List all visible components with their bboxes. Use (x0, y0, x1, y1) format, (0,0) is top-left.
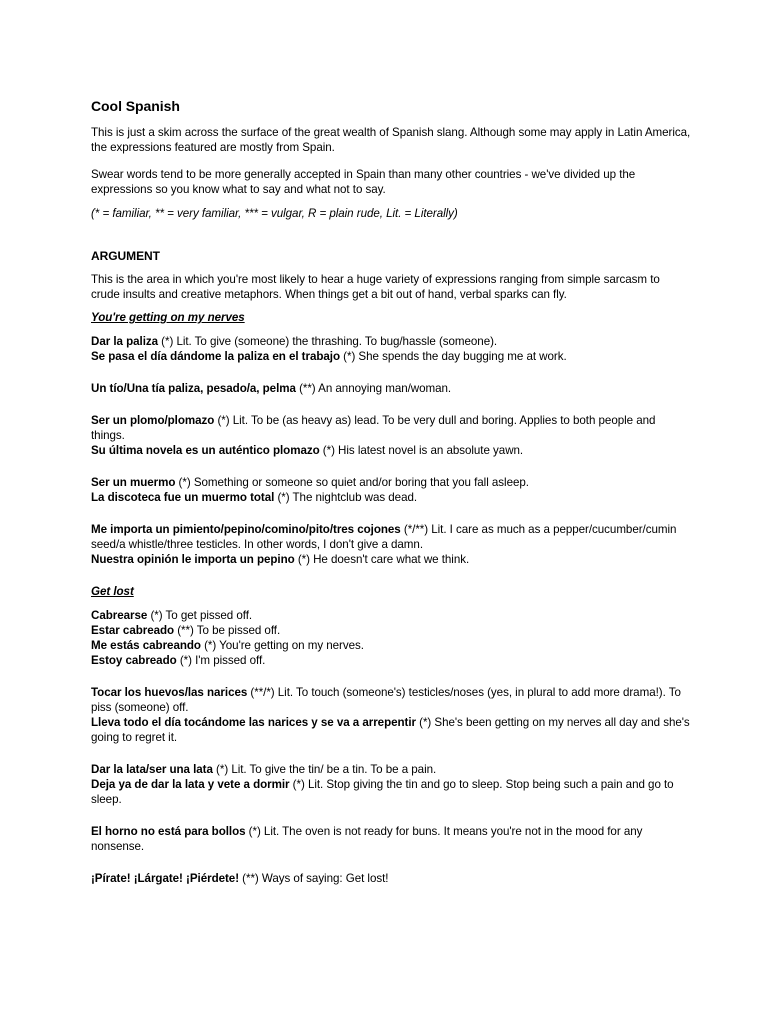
slang-term: Estoy cabreado (91, 654, 177, 667)
slang-term: Me estás cabreando (91, 639, 201, 652)
slang-definition: (*) To get pissed off. (147, 609, 253, 622)
entry-line (91, 522, 691, 552)
entry-line (91, 608, 691, 623)
slang-term: Cabrearse (91, 609, 148, 622)
entry-line (91, 552, 691, 567)
slang-term: Tocar los huevos/las narices (91, 686, 248, 699)
slang-definition: (*) The nightclub was dead. (274, 491, 418, 504)
slang-term: Lleva todo el día tocándome las narices y se va a arrepentir (91, 716, 416, 729)
slang-entry (91, 475, 691, 505)
entry-line (91, 443, 691, 458)
entry-line (91, 762, 691, 777)
slang-entry (91, 685, 691, 745)
slang-term: Su última novela es un auténtico plomazo (91, 444, 320, 457)
entry-line (91, 653, 691, 668)
slang-definition: (*) Lit. To give (someone) the thrashing. To bug/hassle (someone). (158, 335, 498, 348)
slang-term: Se pasa el día dándome la paliza en el trabajo (91, 350, 340, 363)
slang-term: ¡Pírate! ¡Lárgate! ¡Piérdete! (91, 872, 240, 885)
slang-definition: (*) You're getting on my nerves. (200, 639, 364, 652)
slang-definition: (*/**) Lit. I care as much as a pepper/cucumber/cumin seed/a whistle/three testicles. In other words, I don't give a damn. (91, 523, 677, 551)
entry-line (91, 685, 691, 715)
slang-entry (91, 334, 691, 364)
entry-line (91, 475, 691, 490)
subsections-container (91, 310, 691, 886)
slang-definition: (*) Lit. To give the tin/ be a tin. To be a pain. (212, 763, 437, 776)
document-title: Cool Spanish (91, 98, 180, 114)
slang-term: Estar cabreado (91, 624, 175, 637)
slang-term: El horno no está para bollos (91, 825, 246, 838)
slang-definition: (*) Lit. The oven is not ready for buns. It means you're not in the mood for any nonsense. (91, 825, 643, 853)
slang-entry (91, 762, 691, 807)
slang-term: Dar la lata/ser una lata (91, 763, 213, 776)
entry-line (91, 824, 691, 854)
slang-definition: (*) Lit. To be (as heavy as) lead. To be very dull and boring. Applies to both people and things. (91, 414, 656, 442)
legend-note: (* = familiar, ** = very familiar, *** = vulgar, R = plain rude, Lit. = Literally) (91, 207, 458, 220)
entry-line (91, 871, 691, 886)
entry-line (91, 334, 691, 349)
entry-line (91, 777, 691, 807)
entry-line (91, 715, 691, 745)
slang-definition: (*) I'm pissed off. (176, 654, 266, 667)
entry-line (91, 349, 691, 364)
slang-definition: (**/*) Lit. To touch (someone's) testicles/noses (yes, in plural to add more drama!). To piss (someone) off. (91, 686, 681, 714)
slang-definition: (**) Ways of saying: Get lost! (239, 872, 389, 885)
slang-definition: (**) An annoying man/woman. (295, 382, 452, 395)
slang-definition: (*) His latest novel is an absolute yawn. (319, 444, 524, 457)
intro-paragraph-1: This is just a skim across the surface of the great wealth of Spanish slang. Although some may apply in Latin America, the expressions featured are mostly from Spain. (91, 126, 691, 154)
slang-definition: (*) He doesn't care what we think. (294, 553, 470, 566)
slang-term: Nuestra opinión le importa un pepino (91, 553, 295, 566)
slang-entry (91, 413, 691, 458)
section-intro: This is the area in which you're most likely to hear a huge variety of expressions ranging from simple sarcasm to crude insults and creative metaphors. When things get a bit out of hand, verbal sparks can fly. (91, 273, 660, 301)
slang-entry (91, 522, 691, 567)
slang-term: Ser un plomo/plomazo (91, 414, 215, 427)
slang-definition: (*) Something or someone so quiet and/or boring that you fall asleep. (175, 476, 529, 489)
document-page (91, 97, 691, 903)
entry-line (91, 381, 691, 396)
subsection-title: Get lost (91, 585, 134, 598)
slang-definition: (*) She spends the day bugging me at work. (340, 350, 567, 363)
slang-term: La discoteca fue un muermo total (91, 491, 275, 504)
slang-entry (91, 824, 691, 854)
slang-term: Un tío/Una tía paliza, pesado/a, pelma (91, 382, 296, 395)
entry-line (91, 490, 691, 505)
entry-line (91, 413, 691, 443)
entry-line (91, 638, 691, 653)
intro-paragraph-2: Swear words tend to be more generally accepted in Spain than many other countries - we've divided up the expressions so you know what to say and what not to say. (91, 168, 636, 196)
entry-line (91, 623, 691, 638)
slang-entry (91, 871, 691, 886)
slang-term: Dar la paliza (91, 335, 159, 348)
subsection-title: You're getting on my nerves (91, 311, 245, 324)
section-heading: ARGUMENT (91, 249, 160, 263)
slang-definition: (*) She's been getting on my nerves all day and she's going to regret it. (91, 716, 690, 744)
slang-term: Ser un muermo (91, 476, 176, 489)
slang-term: Me importa un pimiento/pepino/comino/pito/tres cojones (91, 523, 401, 536)
slang-term: Deja ya de dar la lata y vete a dormir (91, 778, 290, 791)
slang-definition: (**) To be pissed off. (174, 624, 281, 637)
slang-entry (91, 608, 691, 668)
slang-entry (91, 381, 691, 396)
slang-definition: (*) Lit. Stop giving the tin and go to sleep. Stop being such a pain and go to sleep. (91, 778, 674, 806)
